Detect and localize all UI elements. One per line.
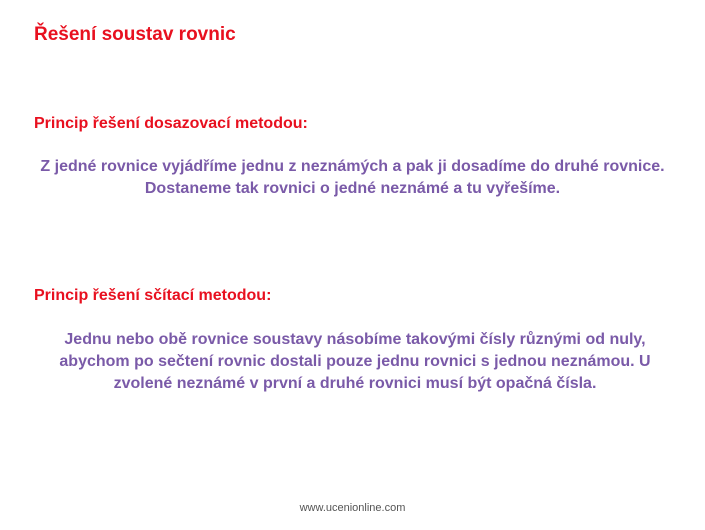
- section-body-addition: Jednu nebo obě rovnice soustavy násobíme takovými čísly různými od nuly, abychom po sečtení rovnic dostali pouze jednu rovnici s jednou neznámou. U zvolené neznámé v první a druhé rovnici musí být opačná čísla.: [59, 331, 651, 392]
- section-heading-addition: Princip řešení sčítací metodou:: [34, 287, 272, 304]
- section-body-substitution: Z jedné rovnice vyjádříme jednu z neznámých a pak ji dosadíme do druhé rovnice. Dostaneme tak rovnici o jedné neznámé a tu vyřešíme.: [40, 158, 665, 197]
- section-heading-substitution: Princip řešení dosazovací metodou:: [34, 115, 308, 132]
- slide-title: Řešení soustav rovnic: [34, 24, 236, 45]
- footer-website: www.ucenionline.com: [299, 502, 406, 514]
